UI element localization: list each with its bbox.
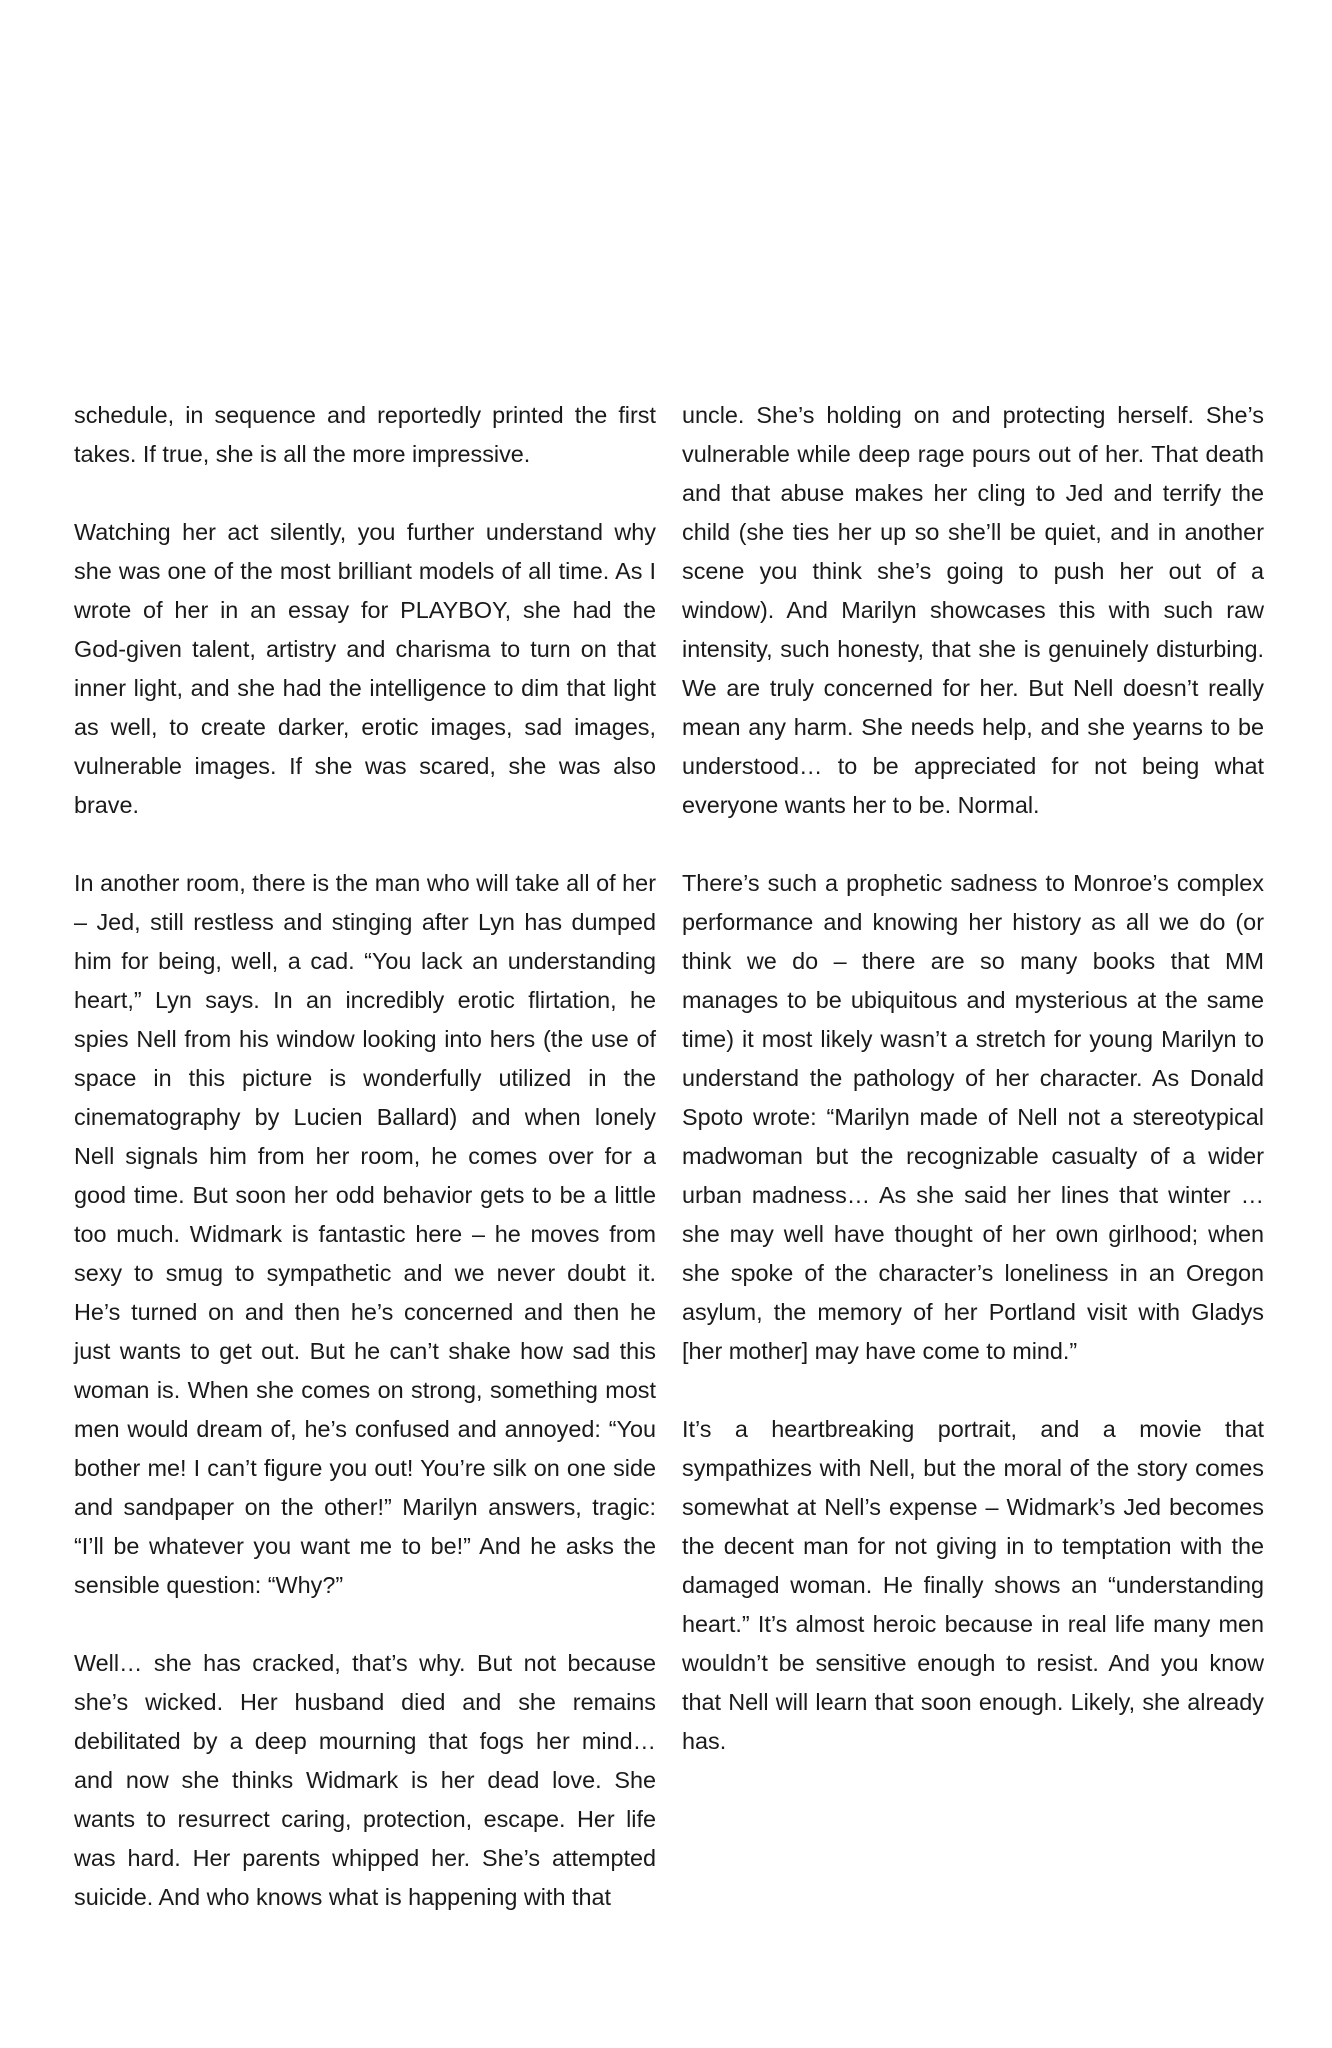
left-column <box>74 396 656 1917</box>
paragraph: uncle. She’s holding on and protecting herself. She’s vulnerable while deep rage pours out of her. That death and that abuse makes her cling to Jed and terrify the child (she ties her up so she’ll be quiet, and in another scene you think she’s going to push her out of a window). And Marilyn showcases this with such raw intensity, such honesty, that she is genuinely disturbing. We are truly concerned for her. But Nell doesn’t really mean any harm. She needs help, and she yearns to be understood… to be appreciated for not being what everyone wants her to be. Normal. <box>682 402 1264 818</box>
paragraph: schedule, in sequence and reportedly printed the first takes. If true, she is all the more impressive. <box>74 402 656 467</box>
paragraph: Watching her act silently, you further understand why she was one of the most brilliant models of all time. As I wrote of her in an essay for PLAYBOY, she had the God-given talent, artistry and charisma to turn on that inner light, and she had the intelligence to dim that light as well, to create darker, erotic images, sad images, vulnerable images. If she was scared, she was also brave. <box>74 519 656 818</box>
paragraph: There’s such a prophetic sadness to Monroe’s complex performance and knowing her history as all we do (or think we do – there are so many books that MM manages to be ubiquitous and mysterious at the same time) it most likely wasn’t a stretch for young Marilyn to understand the pathology of her character. As Donald Spoto wrote: “Marilyn made of Nell not a stereotypical madwoman but the recognizable casualty of a wider urban madness… As she said her lines that winter … she may well have thought of her own girlhood; when she spoke of the character’s loneliness in an Oregon asylum, the memory of her Portland visit with Gladys [her mother] may have come to mind.” <box>682 870 1264 1364</box>
paragraph: In another room, there is the man who will take all of her – Jed, still restless and stinging after Lyn has dumped him for being, well, a cad. “You lack an understanding heart,” Lyn says. In an incredibly erotic flirtation, he spies Nell from his window looking into hers (the use of space in this picture is wonderfully utilized in the cinematography by Lucien Ballard) and when lonely Nell signals him from her room, he comes over for a good time. But soon her odd behavior gets to be a little too much. Widmark is fantastic here – he moves from sexy to smug to sympathetic and we never doubt it. He’s turned on and then he’s concerned and then he just wants to get out. But he can’t shake how sad this woman is. When she comes on strong, something most men would dream of, he’s confused and annoyed: “You bother me! I can’t figure you out! You’re silk on one side and sandpaper on the other!” Marilyn answers, tragic: “I’ll be whatever you want me to be!” And he asks the sensible question: “Why?” <box>74 870 656 1598</box>
paragraph: It’s a heartbreaking portrait, and a movie that sympathizes with Nell, but the moral of the story comes somewhat at Nell’s expense – Widmark’s Jed becomes the decent man for not giving in to temptation with the damaged woman. He finally shows an “understanding heart.” It’s almost heroic because in real life many men wouldn’t be sensitive enough to resist. And you know that Nell will learn that soon enough. Likely, she already has. <box>682 1416 1264 1754</box>
paragraph: Well… she has cracked, that’s why. But not because she’s wicked. Her husband died and she remains debilitated by a deep mourning that fogs her mind… and now she thinks Widmark is her dead love. She wants to resurrect caring, protection, escape. Her life was hard. Her parents whipped her. She’s attempted suicide. And who knows what is happening with that <box>74 1650 656 1910</box>
right-column <box>682 396 1264 1761</box>
